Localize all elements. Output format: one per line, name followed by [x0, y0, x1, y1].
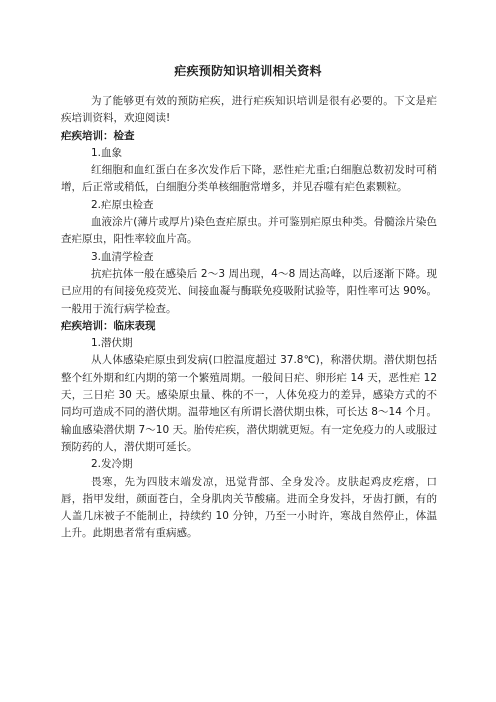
document-body: [61, 93, 437, 543]
body-paragraph: 为了能够更有效的预防疟疾，进行疟疾知识培训是很有必要的。下文是疟疾培训资料，欢迎阅读!: [61, 95, 437, 125]
subsection-heading: 3.血清学检查: [91, 250, 154, 263]
subsection-heading: 1.潜伏期: [91, 337, 133, 350]
subsection-heading: 2.疟原虫检查: [91, 198, 154, 211]
body-paragraph: 血液涂片(薄片或厚片)染色查疟原虫。并可鉴别疟原虫种类。骨髓涂片染色查疟原虫，阳性率较血片高。: [61, 216, 437, 246]
section-heading: 疟疾培训：临床表现: [61, 319, 156, 332]
document-title: 疟疾预防知识培训相关资料: [174, 64, 322, 78]
subsection-heading: 1.血象: [91, 146, 123, 159]
body-paragraph: 抗疟抗体一般在感染后 2～3 周出现，4～8 周达高峰，以后逐渐下降。现已应用的有间接免疫荧光、间接血凝与酶联免疫吸附试验等，阳性率可达 90%。一般用于流行病学检查。: [61, 267, 437, 315]
body-paragraph: 畏寒，先为四肢末端发凉，迅觉背部、全身发冷。皮肤起鸡皮疙瘩，口唇，指甲发绀，颜面苍白，全身肌肉关节酸痛。进而全身发抖，牙齿打颤，有的人盖几床被子不能制止，持续约 10 分钟，乃至一小时许，寒战自然停止，体温上升。此期患者常有重病感。: [61, 475, 437, 540]
body-paragraph: 从人体感染疟原虫到发病(口腔温度超过 37.8℃)，称潜伏期。潜伏期包括整个红外期和红内期的第一个繁殖周期。一般间日疟、卵形疟 14 天，恶性疟 12 天，三日疟 30 天。感染原虫量、株的不一，人体免疫力的差异，感染方式的不同均可造成不同的潜伏期。温带地区有所谓长潜伏期虫株，可长达 8～14 个月。输血感染潜伏期 7～10 天。胎传疟疾，潜伏期就更短。有一定免疫力的人或服过预防药的人，潜伏期可延长。: [61, 354, 437, 453]
section-heading: 疟疾培训：检查: [61, 129, 135, 142]
body-paragraph: 红细胞和血红蛋白在多次发作后下降，恶性疟尤重;白细胞总数初发时可稍增，后正常或稍低，白细胞分类单核细胞常增多，并见吞噬有疟色素颗粒。: [61, 164, 437, 194]
subsection-heading: 2.发冷期: [91, 458, 133, 471]
